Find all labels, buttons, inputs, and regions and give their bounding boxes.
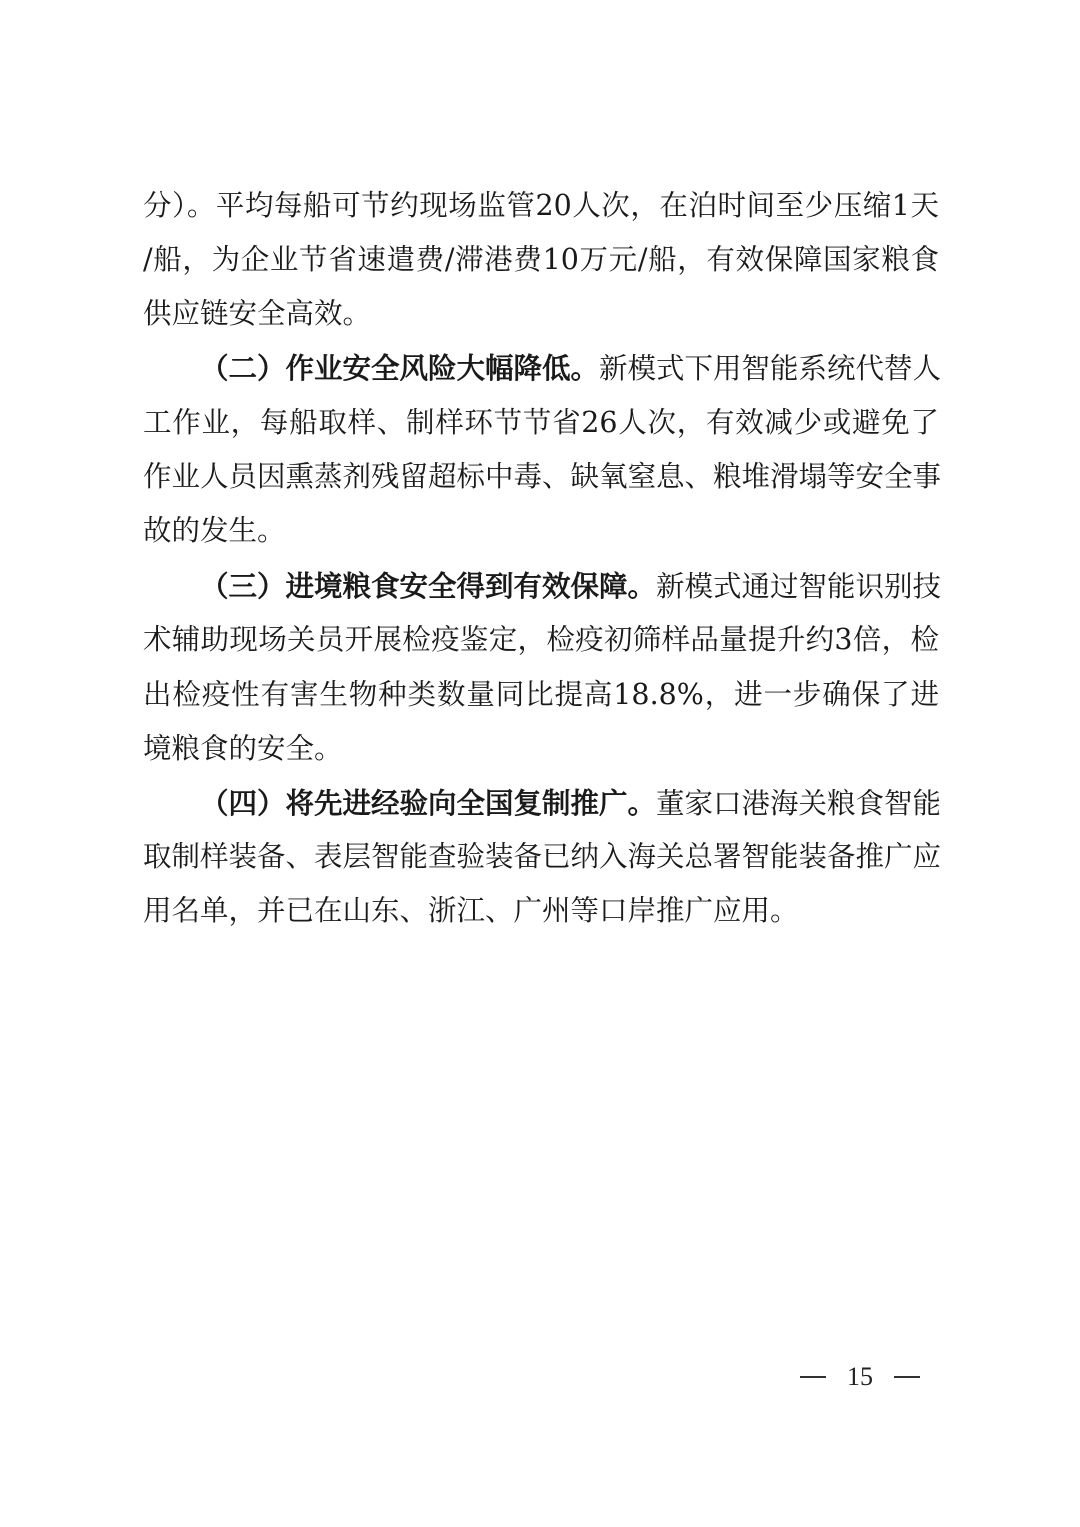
page-footer bbox=[800, 1360, 920, 1394]
paragraph-1-line-3: 供应链安全高效。 bbox=[143, 297, 372, 330]
paragraph-1-line-1: 分）。平均每船可节约现场监管20人次，在泊时间至少压缩1天 bbox=[143, 189, 939, 222]
section-heading-2: （二）作业安全风险大幅降低。 bbox=[200, 351, 600, 385]
paragraph-1-line-2: /船，为企业节省速遣费/滞港费10万元/船，有效保障国家粮食 bbox=[143, 243, 939, 276]
paragraph-4-line-3: 用名单，并已在山东、浙江、广州等口岸推广应用。 bbox=[143, 894, 799, 927]
paragraph-3-line-1 bbox=[200, 566, 942, 607]
paragraph-2-line-2: 工作业，每船取样、制样环节节省26人次，有效减少或避免了 bbox=[143, 406, 939, 439]
paragraph-3-first-line-text: 新模式通过智能识别技 bbox=[656, 570, 942, 603]
footer-dash-right bbox=[894, 1376, 920, 1377]
paragraph-3-line-4: 境粮食的安全。 bbox=[143, 732, 343, 765]
paragraph-2-line-3: 作业人员因熏蒸剂残留超标中毒、缺氧窒息、粮堆滑塌等安全事 bbox=[143, 460, 942, 493]
paragraph-3-line-3: 出检疫性有害生物种类数量同比提高18.8%，进一步确保了进 bbox=[143, 678, 939, 711]
section-heading-3: （三）进境粮食安全得到有效保障。 bbox=[200, 569, 657, 603]
paragraph-4-line-2: 取制样装备、表层智能查验装备已纳入海关总署智能装备推广应 bbox=[143, 840, 942, 873]
paragraph-4-first-line-text: 董家口港海关粮食智能 bbox=[656, 787, 942, 820]
page-number: 15 bbox=[847, 1362, 873, 1391]
paragraph-2-line-1 bbox=[200, 348, 942, 389]
section-heading-4: （四）将先进经验向全国复制推广。 bbox=[200, 786, 657, 820]
footer-dash-left bbox=[800, 1376, 826, 1377]
paragraph-4-line-1 bbox=[200, 783, 942, 824]
paragraph-3-line-2: 术辅助现场关员开展检疫鉴定，检疫初筛样品量提升约3倍，检 bbox=[143, 623, 939, 656]
paragraph-2-first-line-text: 新模式下用智能系统代替人 bbox=[599, 352, 942, 385]
paragraph-2-line-4: 故的发生。 bbox=[143, 514, 286, 547]
